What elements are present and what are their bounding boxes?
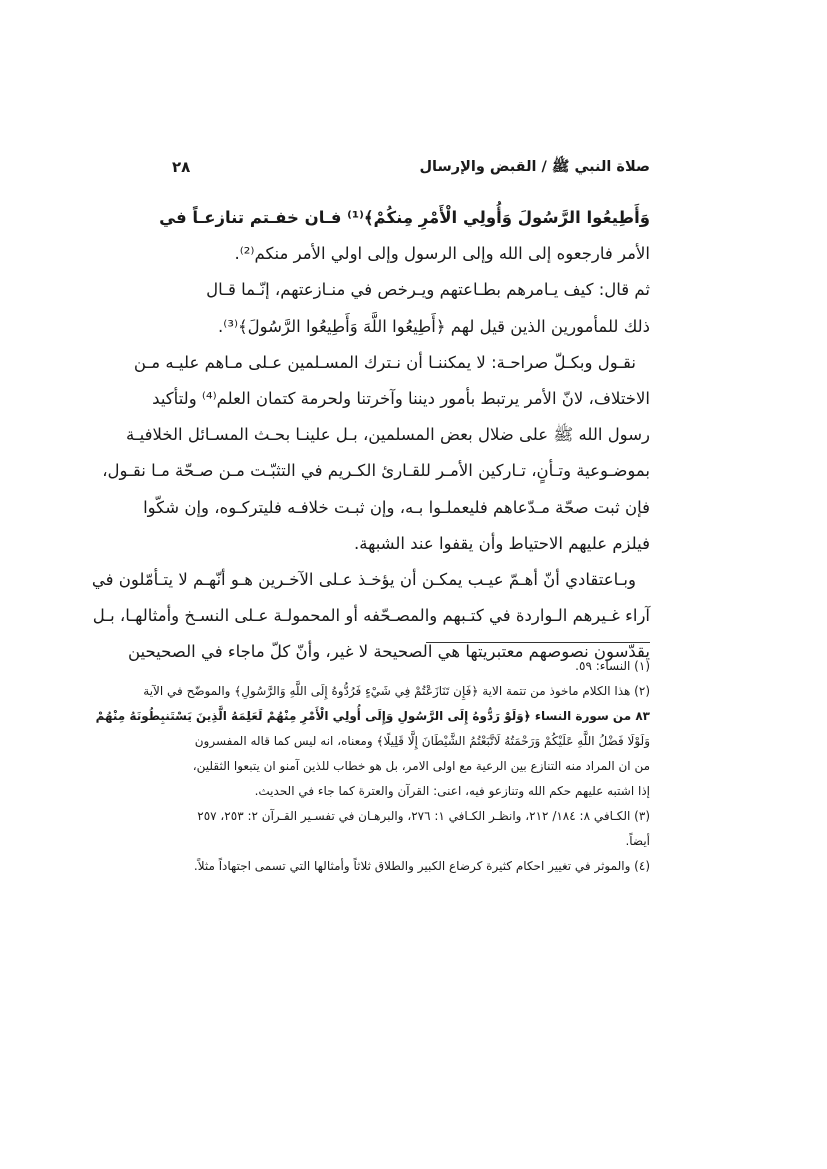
text-line: فإن ثبت صحّة مـدّعاهم فليعملـوا بـه، وإن ثبـت خلافـه فليتركـوه، وإن شكّوا xyxy=(143,497,650,517)
footnote-line: ٨٣ من سورة النساء ﴿وَلَوْ رَدُّوهُ إِلَى الرَّسُولِ وَإِلَى أُولِي الْأَمْرِ مِنْهُمْ لَعَلِمَهُ الَّذِينَ يَسْتَنبِطُونَهُ مِنْهُمْ xyxy=(95,709,650,723)
footnote: (٢) هذا الكلام ماخوذ من تتمة الاية ﴿فَإِن تَنَازَعْتُمْ فِي شَيْءٍ فَرُدُّوهُ إِلَى اللَّهِ وَالرَّسُولِ﴾ والموضّح في الآية xyxy=(143,684,650,698)
text-line: آراء غـيرهم الـواردة في كتـبهم والمصـحّفه أو المحمولـة عـلى النسـخ وأمثالهـا، بـل xyxy=(92,606,650,626)
page-number: ٢٨ xyxy=(172,158,191,176)
footnote-line: إذا اشتبه عليهم حكم الله وتنازعو فيه، اعنى: القرآن والعترة كما جاء في الحديث. xyxy=(254,784,650,798)
footnote-line: أيضاً. xyxy=(625,834,650,848)
text-line: الاختلاف، لانّ الأمر يرتبط بأمور ديننا وآخرتنا ولحرمة كتمان العلم⁽⁴⁾ ولتأكيد xyxy=(152,388,650,408)
text-line: ذلك للمأمورين الذين قيل لهم ﴿أَطِيعُوا اللَّهَ وَأَطِيعُوا الرَّسُولَ﴾⁽³⁾. xyxy=(218,316,650,336)
footnote: (٤) والموثر في تغيير احكام كثيرة كرضاع الكبير والطلاق ثلاثاً وأمثالها التي تسمى اجتهاداً مثلاً. xyxy=(193,859,650,873)
footnote-line: من ان المراد منه التنازع بين الرعية مع اولى الامر، بل هو خطاب للذين آمنو ان يتبعوا الثقلين، xyxy=(192,759,650,773)
footnote-divider xyxy=(426,642,650,643)
footnote: (١) النساء: ٥٩. xyxy=(575,659,650,673)
text-line: الأمر فارجعوه إلى الله وإلى الرسول وإلى اولي الأمر منكم⁽²⁾. xyxy=(234,244,650,264)
text-line: رسول الله ﷺ على ضلال بعض المسلمين، بـل علينـا بحـث المسـائل الخلافيـة xyxy=(125,425,650,445)
main-text xyxy=(91,200,650,670)
text-line: نقـول وبكـلّ صراحـة: لا يمكننـا أن نـترك المسـلمين عـلى مـاهم عليـه مـن xyxy=(133,352,636,372)
text-line: ثم قال: كيف يـامرهم بطـاعتهم ويـرخص في منـازعتهم، إنّـما قـال xyxy=(206,280,650,300)
footnote-line: وَلَوْلَا فَضْلُ اللَّهِ عَلَيْكُمْ وَرَحْمَتُهُ لَاتَّبَعْتُمُ الشَّيْطَانَ إِلَّا قَلِيلًا﴾ ومعناه، انه ليس كما قاله المفسرون xyxy=(194,734,650,748)
text-line: بموضـوعية وتـأنٍ، تـاركين الأمـر للقـارئ الكـريم في التثبّـت مـن صـحّة مـا نقـول، xyxy=(102,461,650,481)
footnotes xyxy=(95,654,650,879)
text-line: فيلزم عليهم الاحتياط وأن يقفوا عند الشبهة. xyxy=(354,533,650,553)
footnote: (٣) الكـافي ٨: ١٨٤/ ٢١٢، وانظـر الكـافي ١: ٢٧٦، والبرهـان في تفسـير القـرآن ٢: ٢٥٣، ٢٥٧ xyxy=(197,809,650,823)
text-line: وبـاعتقادي أنّ أهـمّ عيـب يمكـن أن يؤخـذ عـلى الآخـرين هـو أنّهـم لا يتـأمّلون في xyxy=(91,569,636,589)
text-line: يقدّسون نصوصهم معتبريتها هي الصحيحة لا غير، وأنّ كلّ ماجاء في الصحيحين xyxy=(127,642,650,662)
page-header xyxy=(172,158,650,184)
text-line: وَأَطِيعُوا الرَّسُولَ وَأُولِي الْأَمْرِ مِنكُمْ﴾⁽¹⁾ فـان خفـتم تنازعـاً في xyxy=(159,208,650,227)
running-title: صلاة النبي ﷺ / القبض والإرسال xyxy=(419,159,650,175)
